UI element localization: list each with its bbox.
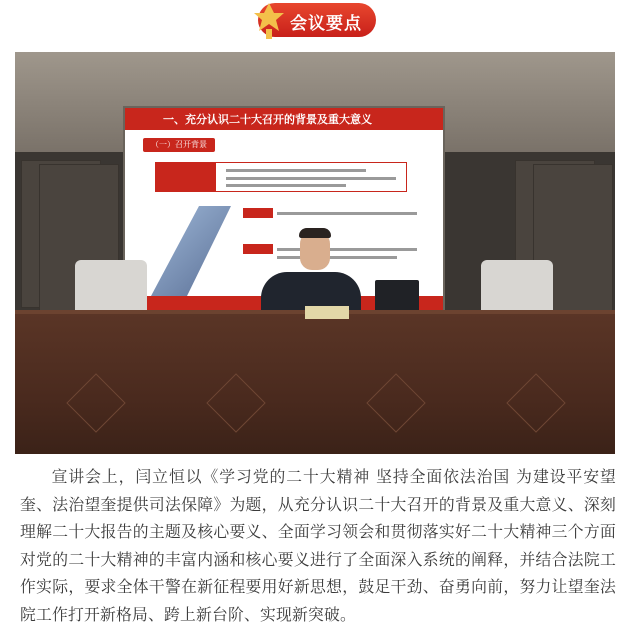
nameplate — [305, 306, 349, 319]
slide-box-label — [156, 163, 216, 191]
slide-text-line — [277, 212, 417, 215]
section-header-title: 会议要点 — [290, 14, 362, 34]
meeting-photo — [15, 52, 615, 454]
slide-tag — [243, 244, 273, 254]
slide-text-line — [226, 184, 346, 187]
chair — [481, 260, 553, 315]
slide-content-box — [155, 162, 407, 192]
chair — [75, 260, 147, 315]
slide-title: 一、充分认识二十大召开的背景及重大意义 — [163, 113, 372, 126]
article-paragraph: 宣讲会上，闫立恒以《学习党的二十大精神 坚持全面依法治国 为建设平安望奎、法治望奎提供司法保障》为题，从充分认识二十大召开的背景及重大意义、深刻理解二十大报告的主题及核心要义、全面学习领会和贯彻落实好二十大精神三个方面对党的二十大精神的丰富内涵和核心要义进行了全面深入系统的阐释，并结合法院工作实际，要求全体干警在新征程要用好新思想，鼓足干劲、奋勇向前，努力让望奎法院工作打开新格局、跨上新台阶、实现新突破。 — [20, 467, 616, 624]
slide-section-tag: （一）召开背景 — [143, 138, 215, 152]
slide-text-line — [226, 169, 366, 172]
slide-text-line — [226, 177, 396, 180]
slide-tag — [243, 208, 273, 218]
section-header-badge — [258, 3, 376, 37]
slide-text-line — [277, 256, 397, 259]
trophy-figure-icon — [252, 1, 286, 41]
speaker-hair — [299, 228, 331, 238]
slide-road-illustration — [151, 206, 231, 296]
slide-header — [125, 108, 443, 130]
slide-text-line — [277, 248, 417, 251]
